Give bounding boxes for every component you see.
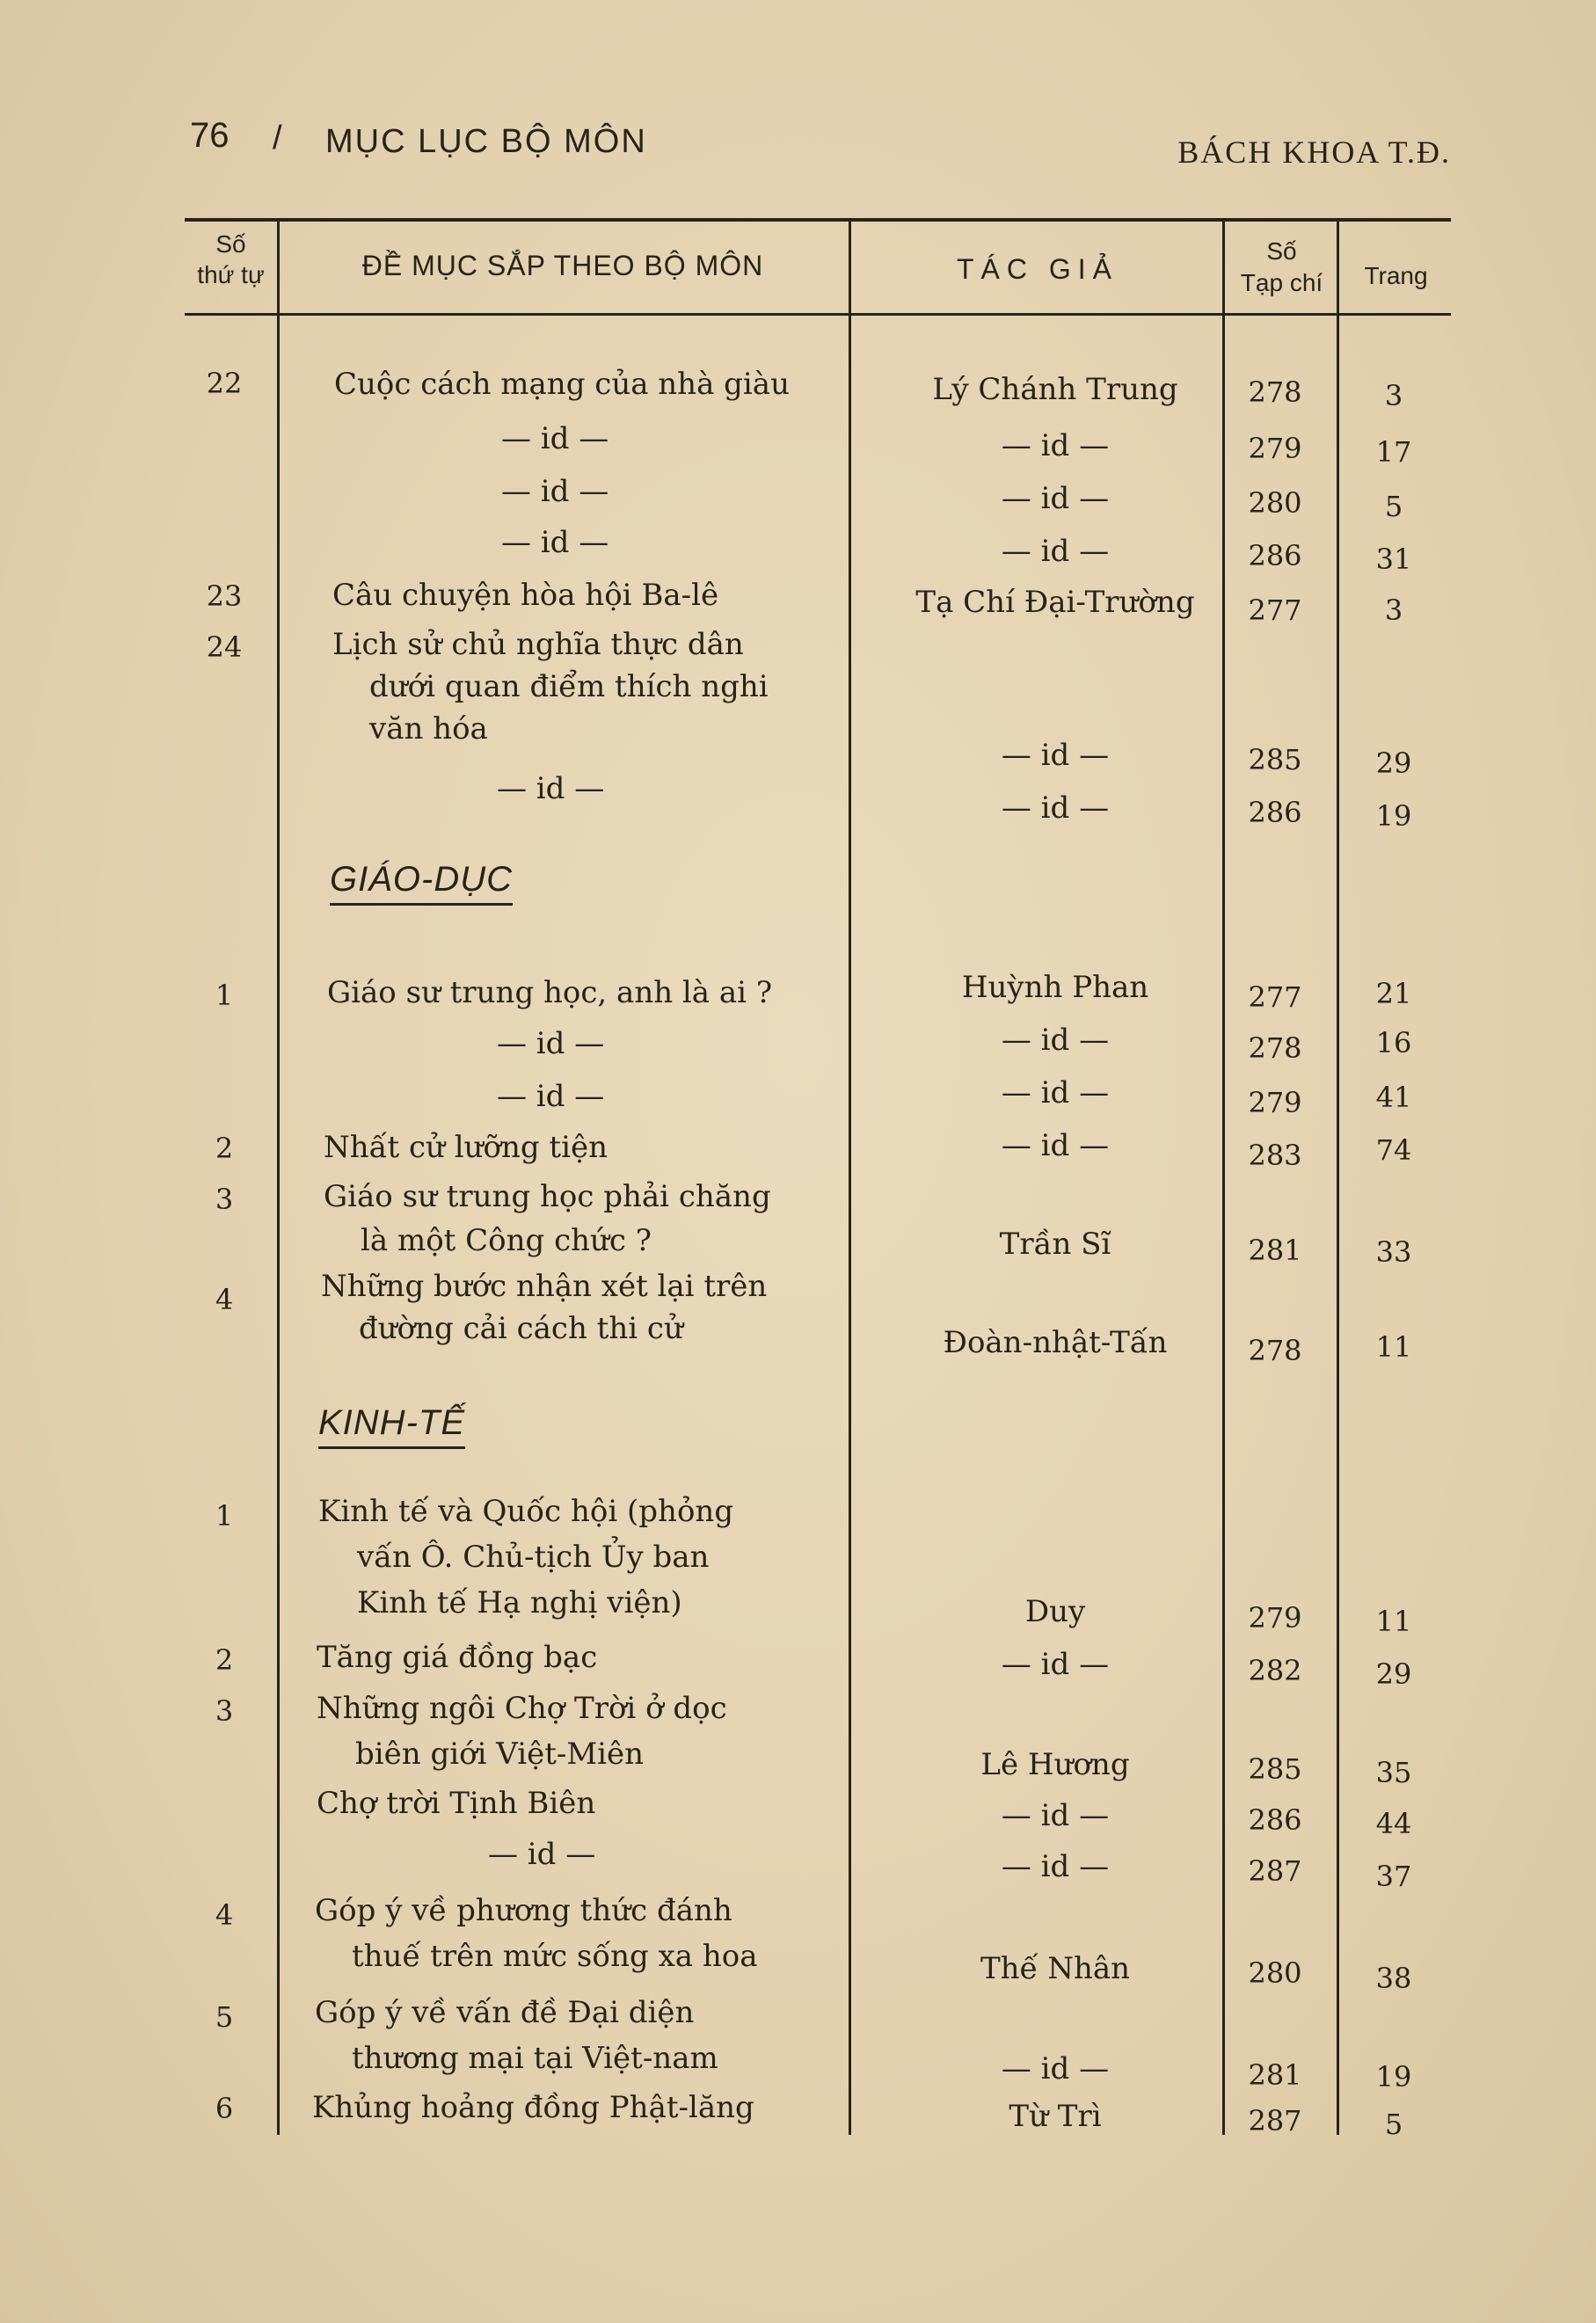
entry-page: 29 [1375, 1657, 1412, 1691]
entry-page: 3 [1384, 593, 1403, 627]
entry-page: 5 [1384, 2108, 1403, 2141]
entry-issue: 286 [1248, 539, 1302, 572]
entry-page: 38 [1375, 1962, 1412, 1995]
entry-number: 2 [215, 1132, 234, 1165]
entry-title: văn hóa [369, 711, 488, 746]
entry-page: 3 [1384, 379, 1403, 412]
entry-author: — id — [1001, 790, 1110, 826]
entry-title: biên giới Việt-Miên [355, 1737, 645, 1772]
journal-title: BÁCH KHOA T.Đ. [1177, 135, 1451, 170]
entry-number: 4 [215, 1898, 234, 1932]
entry-title: — id — [497, 771, 605, 806]
entry-page: 11 [1375, 1330, 1412, 1364]
entry-number: 4 [215, 1283, 234, 1316]
entry-issue: 280 [1248, 486, 1302, 520]
entry-issue: 283 [1248, 1139, 1302, 1172]
table-top-rule [185, 218, 1451, 222]
entry-issue: 277 [1248, 980, 1302, 1014]
entry-page: 37 [1375, 1860, 1412, 1893]
entry-issue: 279 [1248, 1086, 1302, 1119]
entry-page: 74 [1375, 1133, 1412, 1167]
entry-issue: 281 [1248, 1234, 1302, 1267]
page-number: 76 [190, 116, 230, 155]
entry-title: Những bước nhận xét lại trên [321, 1269, 768, 1304]
entry-author: Trần Sĩ [999, 1227, 1111, 1262]
entry-page: 19 [1375, 799, 1412, 833]
entry-page: 44 [1375, 1807, 1412, 1840]
entry-page: 33 [1375, 1235, 1412, 1269]
entry-title: Góp ý về vấn đề Đại diện [315, 1995, 695, 2030]
entry-author: — id — [1001, 534, 1110, 569]
entry-author: — id — [1001, 738, 1110, 773]
header-separator: / [273, 120, 282, 157]
column-divider-issue [1337, 218, 1339, 2135]
entry-issue: 287 [1248, 2104, 1302, 2137]
entry-title: vấn Ô. Chủ-tịch Ủy ban [357, 1540, 710, 1575]
entry-title: Chợ trời Tịnh Biên [317, 1786, 596, 1821]
entry-title: đường cải cách thi cử [359, 1311, 683, 1346]
entry-title: Những ngôi Chợ Trời ở dọc [317, 1691, 727, 1726]
entry-title: Giáo sư trung học phải chăng [324, 1179, 771, 1214]
entry-page: 16 [1375, 1026, 1412, 1060]
entry-author: — id — [1001, 1798, 1110, 1833]
header-author: TÁC GIẢ [956, 253, 1119, 285]
entry-author: — id — [1001, 481, 1110, 516]
entry-issue: 278 [1248, 1031, 1302, 1065]
entry-title: — id — [501, 474, 609, 509]
entry-title: Khủng hoảng đồng Phật-lăng [312, 2090, 754, 2125]
entry-page: 5 [1384, 490, 1403, 523]
entry-title: Lịch sử chủ nghĩa thực dân [332, 627, 744, 662]
entry-page: 41 [1375, 1081, 1412, 1114]
entry-title: — id — [497, 1079, 605, 1114]
index-table [185, 218, 1451, 2141]
entry-title: — id — [497, 1026, 605, 1061]
entry-title: — id — [501, 525, 609, 560]
entry-page: 29 [1375, 746, 1412, 780]
entry-number: 1 [215, 1499, 234, 1533]
entry-title: Cuộc cách mạng của nhà giàu [334, 367, 790, 402]
entry-title: Tăng giá đồng bạc [317, 1640, 598, 1675]
entry-author: Đoàn-nhật-Tấn [943, 1325, 1168, 1360]
entry-author: Thế Nhân [980, 1951, 1131, 1986]
entry-author: Lý Chánh Trung [932, 372, 1178, 407]
entry-title: Nhất cử lưỡng tiện [324, 1130, 608, 1165]
entry-issue: 279 [1248, 432, 1302, 465]
entry-number: 3 [215, 1694, 234, 1728]
table-header-rule [185, 313, 1451, 316]
entry-number: 3 [215, 1183, 234, 1216]
entry-page: 31 [1375, 543, 1412, 576]
entry-issue: 280 [1248, 1956, 1302, 1990]
section-heading-giao-duc: GIÁO-DỤC [330, 860, 513, 906]
entry-issue: 285 [1248, 743, 1302, 776]
entry-issue: 278 [1248, 1334, 1302, 1367]
entry-issue: 278 [1248, 375, 1302, 409]
entry-issue: 281 [1248, 2058, 1302, 2092]
entry-author: Huỳnh Phan [961, 970, 1149, 1005]
entry-page: 35 [1375, 1756, 1412, 1789]
entry-title: Kinh tế và Quốc hội (phỏng [318, 1494, 734, 1529]
entry-number: 23 [206, 579, 243, 613]
entry-title: — id — [501, 421, 609, 456]
entry-author: — id — [1001, 2051, 1110, 2086]
header-no: Số thứ tự [197, 230, 265, 288]
entry-author: — id — [1001, 428, 1110, 463]
section-heading-kinh-te: KINH-TẾ [318, 1403, 465, 1449]
header-title: ĐỀ MỤC SẮP THEO BỘ MÔN [361, 250, 764, 281]
column-divider-title [849, 218, 851, 2135]
entry-page: 21 [1375, 977, 1412, 1010]
entry-title: Câu chuyện hòa hội Ba-lê [332, 578, 719, 613]
entry-title: là một Công chức ? [361, 1223, 652, 1258]
entry-author: — id — [1001, 1647, 1110, 1682]
entry-author: Từ Trì [1009, 2099, 1102, 2134]
entry-number: 1 [215, 979, 234, 1012]
entry-number: 6 [215, 2092, 234, 2125]
entry-author: Tạ Chí Đại-Trường [915, 585, 1195, 620]
entry-issue: 286 [1248, 796, 1302, 829]
entry-author: Lê Hương [980, 1747, 1130, 1782]
entry-number: 24 [206, 630, 243, 664]
entry-issue: 277 [1248, 593, 1302, 627]
entry-page: 11 [1375, 1605, 1412, 1638]
entry-number: 2 [215, 1643, 234, 1677]
header-page: Trang [1364, 262, 1428, 289]
entry-title: Giáo sư trung học, anh là ai ? [327, 975, 773, 1010]
page-header [185, 116, 1460, 169]
entry-author: — id — [1001, 1849, 1110, 1884]
entry-issue: 279 [1248, 1601, 1302, 1635]
entry-title: Góp ý về phương thức đánh [315, 1893, 732, 1928]
entry-title: — id — [488, 1837, 596, 1872]
entry-number: 5 [215, 2000, 234, 2034]
entry-issue: 282 [1248, 1654, 1302, 1687]
entry-author: — id — [1001, 1128, 1110, 1163]
header-issue: Số Tạp chí [1240, 237, 1323, 297]
entry-issue: 286 [1248, 1803, 1302, 1837]
entry-page: 19 [1375, 2060, 1412, 2094]
entry-title: thuế trên mức sống xa hoa [352, 1939, 758, 1974]
entry-issue: 287 [1248, 1854, 1302, 1888]
entry-page: 17 [1375, 435, 1412, 469]
entry-title: Kinh tế Hạ nghị viện) [357, 1585, 682, 1620]
entry-author: — id — [1001, 1075, 1110, 1111]
entry-title: thương mại tại Việt-nam [352, 2041, 718, 2076]
entry-author: — id — [1001, 1023, 1110, 1058]
entry-number: 22 [206, 367, 243, 400]
section-title: MỤC LỤC BỘ MÔN [325, 123, 647, 160]
column-divider-no [277, 218, 280, 2135]
entry-title: dưới quan điểm thích nghi [369, 669, 769, 704]
entry-author: Duy [1024, 1594, 1086, 1629]
entry-issue: 285 [1248, 1752, 1302, 1786]
